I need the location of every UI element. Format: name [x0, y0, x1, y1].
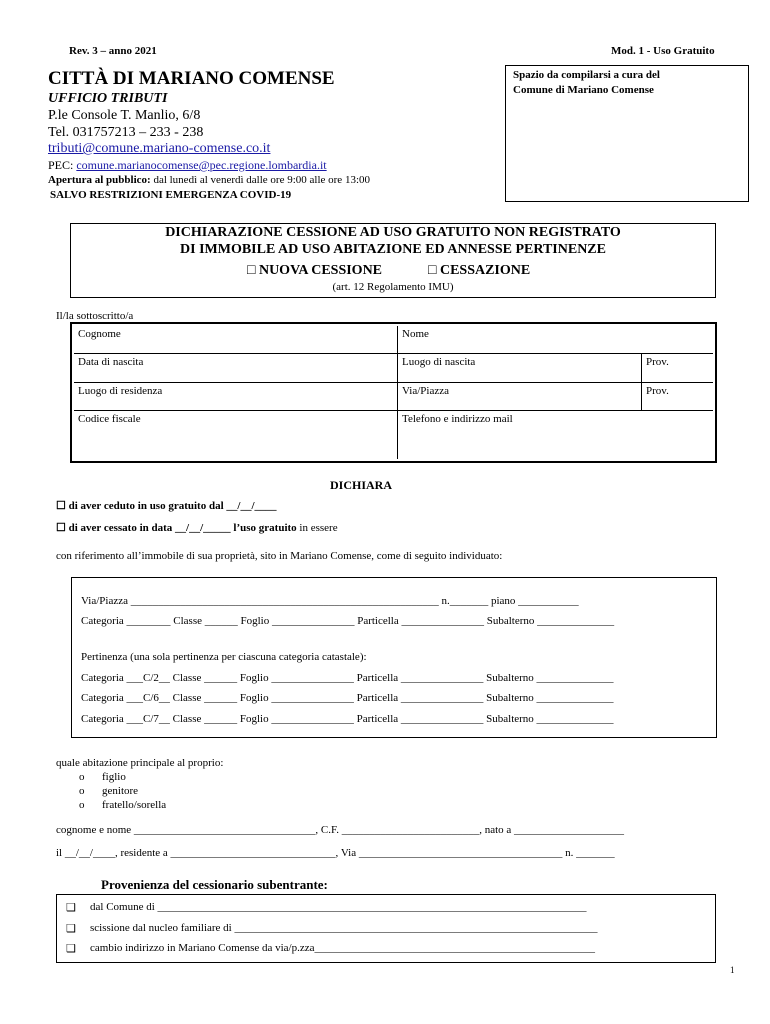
new-cession-option[interactable]: □ NUOVA CESSIONE	[247, 263, 383, 278]
checkbox-icon[interactable]: ❑	[66, 943, 76, 955]
office-address: P.le Console T. Manlio, 6/8	[48, 108, 201, 123]
pertinence-c2-line[interactable]: Categoria ___C/2__ Classe ______ Foglio _______________ Particella _______________ Subalterno ______________	[81, 672, 614, 684]
office-use-line1: Spazio da compilarsi a cura del	[513, 69, 660, 81]
cognome-field[interactable]: Cognome	[74, 326, 398, 354]
title-box	[70, 223, 716, 298]
ceased-option-suffix: in essere	[296, 522, 338, 534]
city-title: CITTÀ DI MARIANO COMENSE	[48, 68, 335, 89]
cessation-option[interactable]: □ CESSAZIONE	[428, 263, 531, 278]
origin-from-municipality[interactable]: dal Comune di ______________________________________________________________________________	[90, 901, 587, 913]
opening-hours-label: Apertura al pubblico:	[48, 174, 151, 186]
residence-place-field[interactable]: Luogo di residenza	[74, 383, 398, 411]
birth-date-field[interactable]: Data di nascita	[74, 354, 398, 383]
checkbox-icon[interactable]: ❑	[66, 902, 76, 914]
signatory-intro: Il/la sottoscritto/a	[56, 310, 134, 322]
property-reference-text: con riferimento all’immobile di sua proprietà, sito in Mariano Comense, come di seguito individuato:	[56, 550, 503, 562]
beneficiary-name-line[interactable]: cognome e nome _________________________________, C.F. _________________________, nato a ____________________	[56, 824, 625, 836]
regulation-reference: (art. 12 Regolamento IMU)	[332, 281, 454, 293]
relation-parent[interactable]: genitore	[102, 785, 139, 797]
revision-label: Rev. 3 – anno 2021	[69, 45, 157, 57]
origin-box	[56, 894, 716, 963]
property-cadastral-line[interactable]: Categoria ________ Classe ______ Foglio _______________ Particella _______________ Subalterno ______________	[81, 615, 615, 627]
pec-line	[48, 158, 327, 173]
birth-province-field[interactable]: Prov.	[642, 354, 713, 383]
office-email-link[interactable]: tributi@comune.mariano-comense.co.it	[48, 141, 271, 156]
covid-notice: SALVO RESTRIZIONI EMERGENZA COVID-19	[50, 189, 292, 201]
title-line2: DI IMMOBILE AD USO ABITAZIONE ED ANNESSE PERTINENZE	[180, 242, 606, 257]
residence-street-field[interactable]: Via/Piazza	[398, 383, 642, 411]
ceased-option-label: ☐ di aver cessato in data __/__/_____ l’uso gratuito	[56, 522, 297, 534]
beneficiary-residence-line[interactable]: il __/__/____, residente a ______________________________, Via _____________________________________ n. _______	[56, 847, 615, 859]
pertinence-c6-line[interactable]: Categoria ___C/6__ Classe ______ Foglio _______________ Particella _______________ Subalterno ______________	[81, 692, 614, 704]
bullet-icon: o	[79, 799, 85, 811]
phone-email-field[interactable]: Telefono e indirizzo mail	[402, 413, 513, 425]
pec-email-link[interactable]: comune.marianocomense@pec.regione.lombardia.it	[76, 158, 327, 172]
birth-place-field[interactable]: Luogo di nascita	[398, 354, 642, 383]
origin-heading: Provenienza del cessionario subentrante:	[101, 877, 328, 892]
ceded-option[interactable]: ☐ di aver ceduto in uso gratuito dal __/__/____	[56, 500, 277, 512]
signatory-table	[70, 322, 717, 463]
bullet-icon: o	[79, 785, 85, 797]
module-label: Mod. 1 - Uso Gratuito	[611, 45, 715, 57]
title-line1: DICHIARAZIONE CESSIONE AD USO GRATUITO NON REGISTRATO	[165, 225, 621, 240]
dichiara-heading: DICHIARA	[330, 478, 393, 492]
bullet-icon: o	[79, 771, 85, 783]
tax-code-field[interactable]: Codice fiscale	[74, 411, 398, 459]
checkbox-icon[interactable]: ❑	[66, 923, 76, 935]
office-use-line2: Comune di Mariano Comense	[513, 84, 654, 96]
origin-address-change[interactable]: cambio indirizzo in Mariano Comense da via/p.zza___________________________________________________	[90, 942, 596, 954]
office-use-box	[505, 65, 749, 202]
ceased-option[interactable]	[56, 521, 338, 534]
relation-sibling[interactable]: fratello/sorella	[102, 799, 167, 811]
page-number: 1	[730, 965, 735, 975]
main-residence-intro: quale abitazione principale al proprio:	[56, 757, 224, 769]
office-phone: Tel. 031757213 – 233 - 238	[48, 125, 204, 140]
property-box	[71, 577, 717, 738]
property-street-line[interactable]: Via/Piazza ________________________________________________________ n._______ piano ___________	[81, 595, 579, 607]
residence-province-field[interactable]: Prov.	[642, 383, 713, 411]
opening-hours	[48, 174, 370, 186]
pertinence-intro: Pertinenza (una sola pertinenza per ciascuna categoria catastale):	[81, 651, 367, 663]
relation-child[interactable]: figlio	[102, 771, 126, 783]
pec-label: PEC:	[48, 158, 77, 172]
opening-hours-text: dal lunedì al venerdì dalle ore 9:00 alle ore 13:00	[150, 174, 370, 186]
department-title: UFFICIO TRIBUTI	[48, 91, 168, 106]
origin-household-split[interactable]: scissione dal nucleo familiare di __________________________________________________________________	[90, 922, 598, 934]
pertinence-c7-line[interactable]: Categoria ___C/7__ Classe ______ Foglio _______________ Particella _______________ Subalterno ______________	[81, 713, 614, 725]
nome-field[interactable]: Nome	[398, 326, 713, 354]
